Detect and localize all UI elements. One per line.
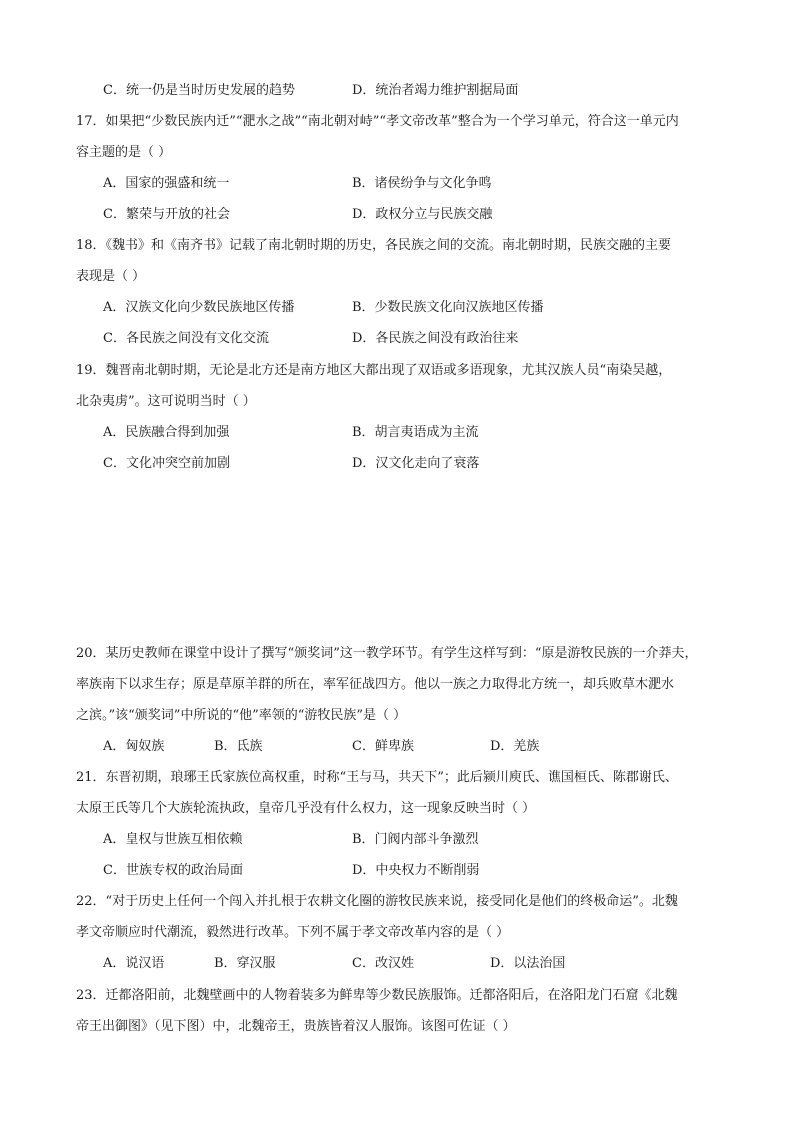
q22-option-d: D．以法治国 [490,956,566,971]
q20-stem-line3: 之滨。”该“颁奖词”中所说的“他”率领的“游牧民族”是（ ） [76,708,407,723]
q22-option-b: B．穿汉服 [214,956,276,971]
q17-option-d: D．政权分立与民族交融 [352,207,493,222]
q21-option-a: A．皇权与世族互相依赖 [103,832,243,847]
q20-option-a: A．匈奴族 [103,739,165,754]
q21-option-b: B．门阀内部斗争激烈 [352,832,479,847]
q23-stem-line2: 帝王出御图》（见下图）中，北魏帝王，贵族皆着汉人服饰。该图可佐证（ ） [76,1019,516,1034]
q17-option-a: A．国家的强盛和统一 [103,176,230,191]
q17-stem-line1: 17．如果把“少数民族内迁”“淝水之战”“南北朝对峙”“孝文帝改革”整合为一个学习单元，符合这一单元内 [76,114,679,129]
q21-stem-line1: 21．东晋初期，琅琊王氏家族位高权重，时称“王与马，共天下”；此后颍川庾氏、谯国桓氏、陈郡谢氏、 [76,770,678,785]
q20-option-c: C．鲜卑族 [352,739,414,754]
q18-option-a: A．汉族文化向少数民族地区传播 [103,300,295,315]
q20-option-b: B．氐族 [214,739,263,754]
q18-stem-line2: 表现是（ ） [76,269,146,284]
q17-option-c: C．繁荣与开放的社会 [103,207,230,222]
q19-stem-line2: 北杂夷虏”。这可说明当时（ ） [76,394,256,409]
q18-option-d: D．各民族之间没有政治往来 [352,331,519,346]
q18-option-c: C．各民族之间没有文化交流 [103,331,269,346]
q21-option-c: C．世族专权的政治局面 [103,863,243,878]
q22-option-a: A．说汉语 [103,956,165,971]
q22-option-c: C．改汉姓 [352,956,414,971]
q17-stem-line2: 容主题的是（ ） [76,145,172,160]
q22-stem-line1: 22．“对于历史上任何一个闯入并扎根于农耕文化圈的游牧民族来说，接受同化是他们的终极命运”。北魏 [76,894,678,909]
q18-stem-line1: 18．《魏书》和《南齐书》记载了南北朝时期的历史，各民族之间的交流。南北朝时期，民族交融的主要 [76,238,672,253]
q19-option-b: B．胡言夷语成为主流 [352,425,479,440]
q22-stem-line2: 孝文帝顺应时代潮流，毅然进行改革。下列不属于孝文帝改革内容的是（ ） [76,925,510,940]
q18-option-b: B．少数民族文化向汉族地区传播 [352,300,544,315]
q20-stem-line1: 20．某历史教师在课堂中设计了撰写“颁奖词”这一教学环节。有学生这样写到：“原是游牧民族的一介莽夫， [76,646,698,661]
q21-stem-line2: 太原王氏等几个大族轮流执政，皇帝几乎没有什么权力，这一现象反映当时（ ） [76,801,536,816]
q20-stem-line2: 率族南下以求生存；原是草原羊群的所在，率军征战四方。他以一族之力取得北方统一，却兵败草木淝水 [76,677,675,692]
q20-option-d: D．羌族 [490,739,540,754]
q21-option-d: D．中央权力不断削弱 [352,863,480,878]
q16-option-c: C．统一仍是当时历史发展的趋势 [103,83,295,98]
q23-stem-line1: 23．迁都洛阳前，北魏壁画中的人物着装多为鲜卑等少数民族服饰。迁都洛阳后，在洛阳龙门石窟《北魏 [76,988,678,1003]
q19-stem-line1: 19．魏晋南北朝时期，无论是北方还是南方地区大都出现了双语或多语现象，尤其汉族人员“南染吴越， [76,363,672,378]
q17-option-b: B．诸侯纷争与文化争鸣 [352,176,492,191]
q19-option-d: D．汉文化走向了衰落 [352,456,480,471]
q19-option-a: A．民族融合得到加强 [103,425,230,440]
q19-option-c: C．文化冲突空前加剧 [103,456,230,471]
q16-option-d: D．统治者竭力维护割据局面 [352,83,519,98]
